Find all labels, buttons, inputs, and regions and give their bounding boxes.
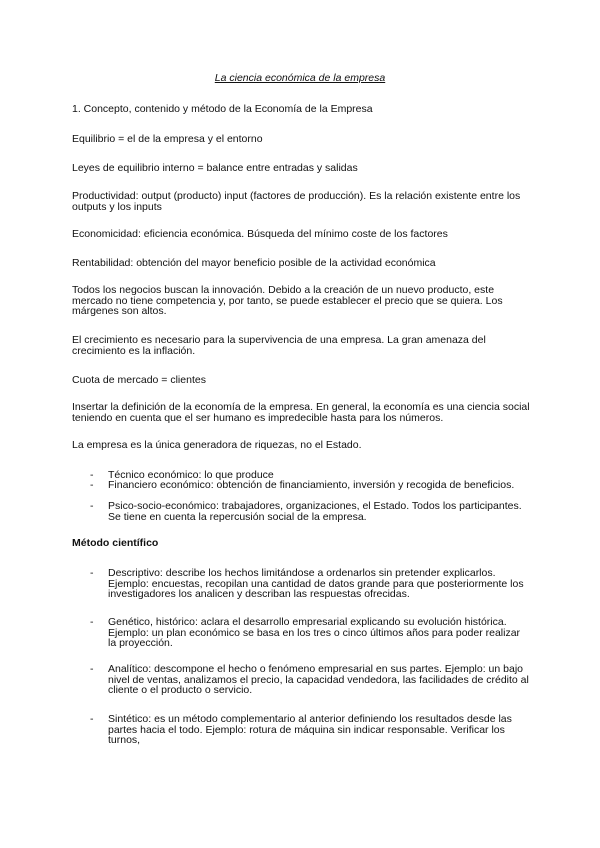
- paragraph: Equilibrio = el de la empresa y el entorno: [72, 133, 263, 145]
- list-item-text: Sintético: es un método complementario al anterior definiendo los resultados desde las partes hacia el todo. Ejemplo: rotura de máquina sin indicar responsable. Verificar los turnos,: [108, 713, 512, 746]
- paragraph: Leyes de equilibrio interno = balance entre entradas y salidas: [72, 162, 358, 174]
- list-item-text: Analítico: descompone el hecho o fenómeno empresarial en sus partes. Ejemplo: un bajo nivel de ventas, analizamos el precio, la capacidad vendedora, las facilidades de crédito al cliente o el producto o servicio.: [108, 663, 529, 696]
- list-item-text: Descriptivo: describe los hechos limitándose a ordenarlos sin pretender explicarlos. Ejemplo: encuestas, recopilan una cantidad de datos grande para que posteriormente los investigadores los analicen y describan las respuestas ofrecidas.: [108, 567, 524, 600]
- paragraph: Rentabilidad: obtención del mayor beneficio posible de la actividad económica: [72, 257, 436, 269]
- bullet-dash: -: [90, 713, 94, 725]
- paragraph: El crecimiento es necesario para la supervivencia de una empresa. La gran amenaza del crecimiento es la inflación.: [72, 334, 486, 357]
- list-item-text: Genético, histórico: aclara el desarrollo empresarial explicando su evolución histórica. Ejemplo: un plan económico se basa en los tres o cinco últimos años para poder realizar la proyección.: [108, 616, 521, 649]
- section-heading: Método científico: [72, 537, 159, 549]
- document-title: La ciencia económica de la empresa: [214, 72, 386, 84]
- list-item-text: Técnico económico: lo que produce: [108, 469, 274, 481]
- bullet-dash: -: [90, 616, 94, 628]
- list-item-text: Psico-socio-económico: trabajadores, organizaciones, el Estado. Todos los participantes. Se tiene en cuenta la repercusión social de la empresa.: [108, 500, 522, 523]
- paragraph: Cuota de mercado = clientes: [72, 374, 206, 386]
- bullet-dash: -: [90, 663, 94, 675]
- paragraph: Economicidad: eficiencia económica. Búsqueda del mínimo coste de los factores: [72, 228, 448, 240]
- paragraph: Productividad: output (producto) input (factores de producción). Es la relación existente entre los outputs y los inputs: [72, 190, 521, 213]
- bullet-dash: -: [90, 469, 94, 481]
- list-item: [91, 480, 531, 491]
- list-item: [91, 617, 531, 649]
- section-heading: 1. Concepto, contenido y método de la Economía de la Empresa: [72, 103, 373, 115]
- list-item: [91, 714, 531, 746]
- bullet-dash: -: [90, 500, 94, 512]
- paragraph: La empresa es la única generadora de riquezas, no el Estado.: [72, 439, 362, 451]
- list-item: [91, 501, 531, 522]
- bullet-dash: -: [90, 567, 94, 579]
- list-item: [91, 664, 531, 696]
- list-item-text: Financiero económico: obtención de financiamiento, inversión y recogida de beneficios.: [108, 479, 515, 491]
- paragraph: Insertar la definición de la economía de la empresa. En general, la economía es una ciencia social teniendo en cuenta que el ser humano es impredecible hasta para los números.: [72, 401, 530, 424]
- list-item: [91, 568, 531, 600]
- bullet-dash: -: [90, 479, 94, 491]
- paragraph: Todos los negocios buscan la innovación. Debido a la creación de un nuevo producto, este mercado no tiene competencia y, por tanto, se puede establecer el precio que se quiera. Los márgenes son altos.: [72, 284, 503, 317]
